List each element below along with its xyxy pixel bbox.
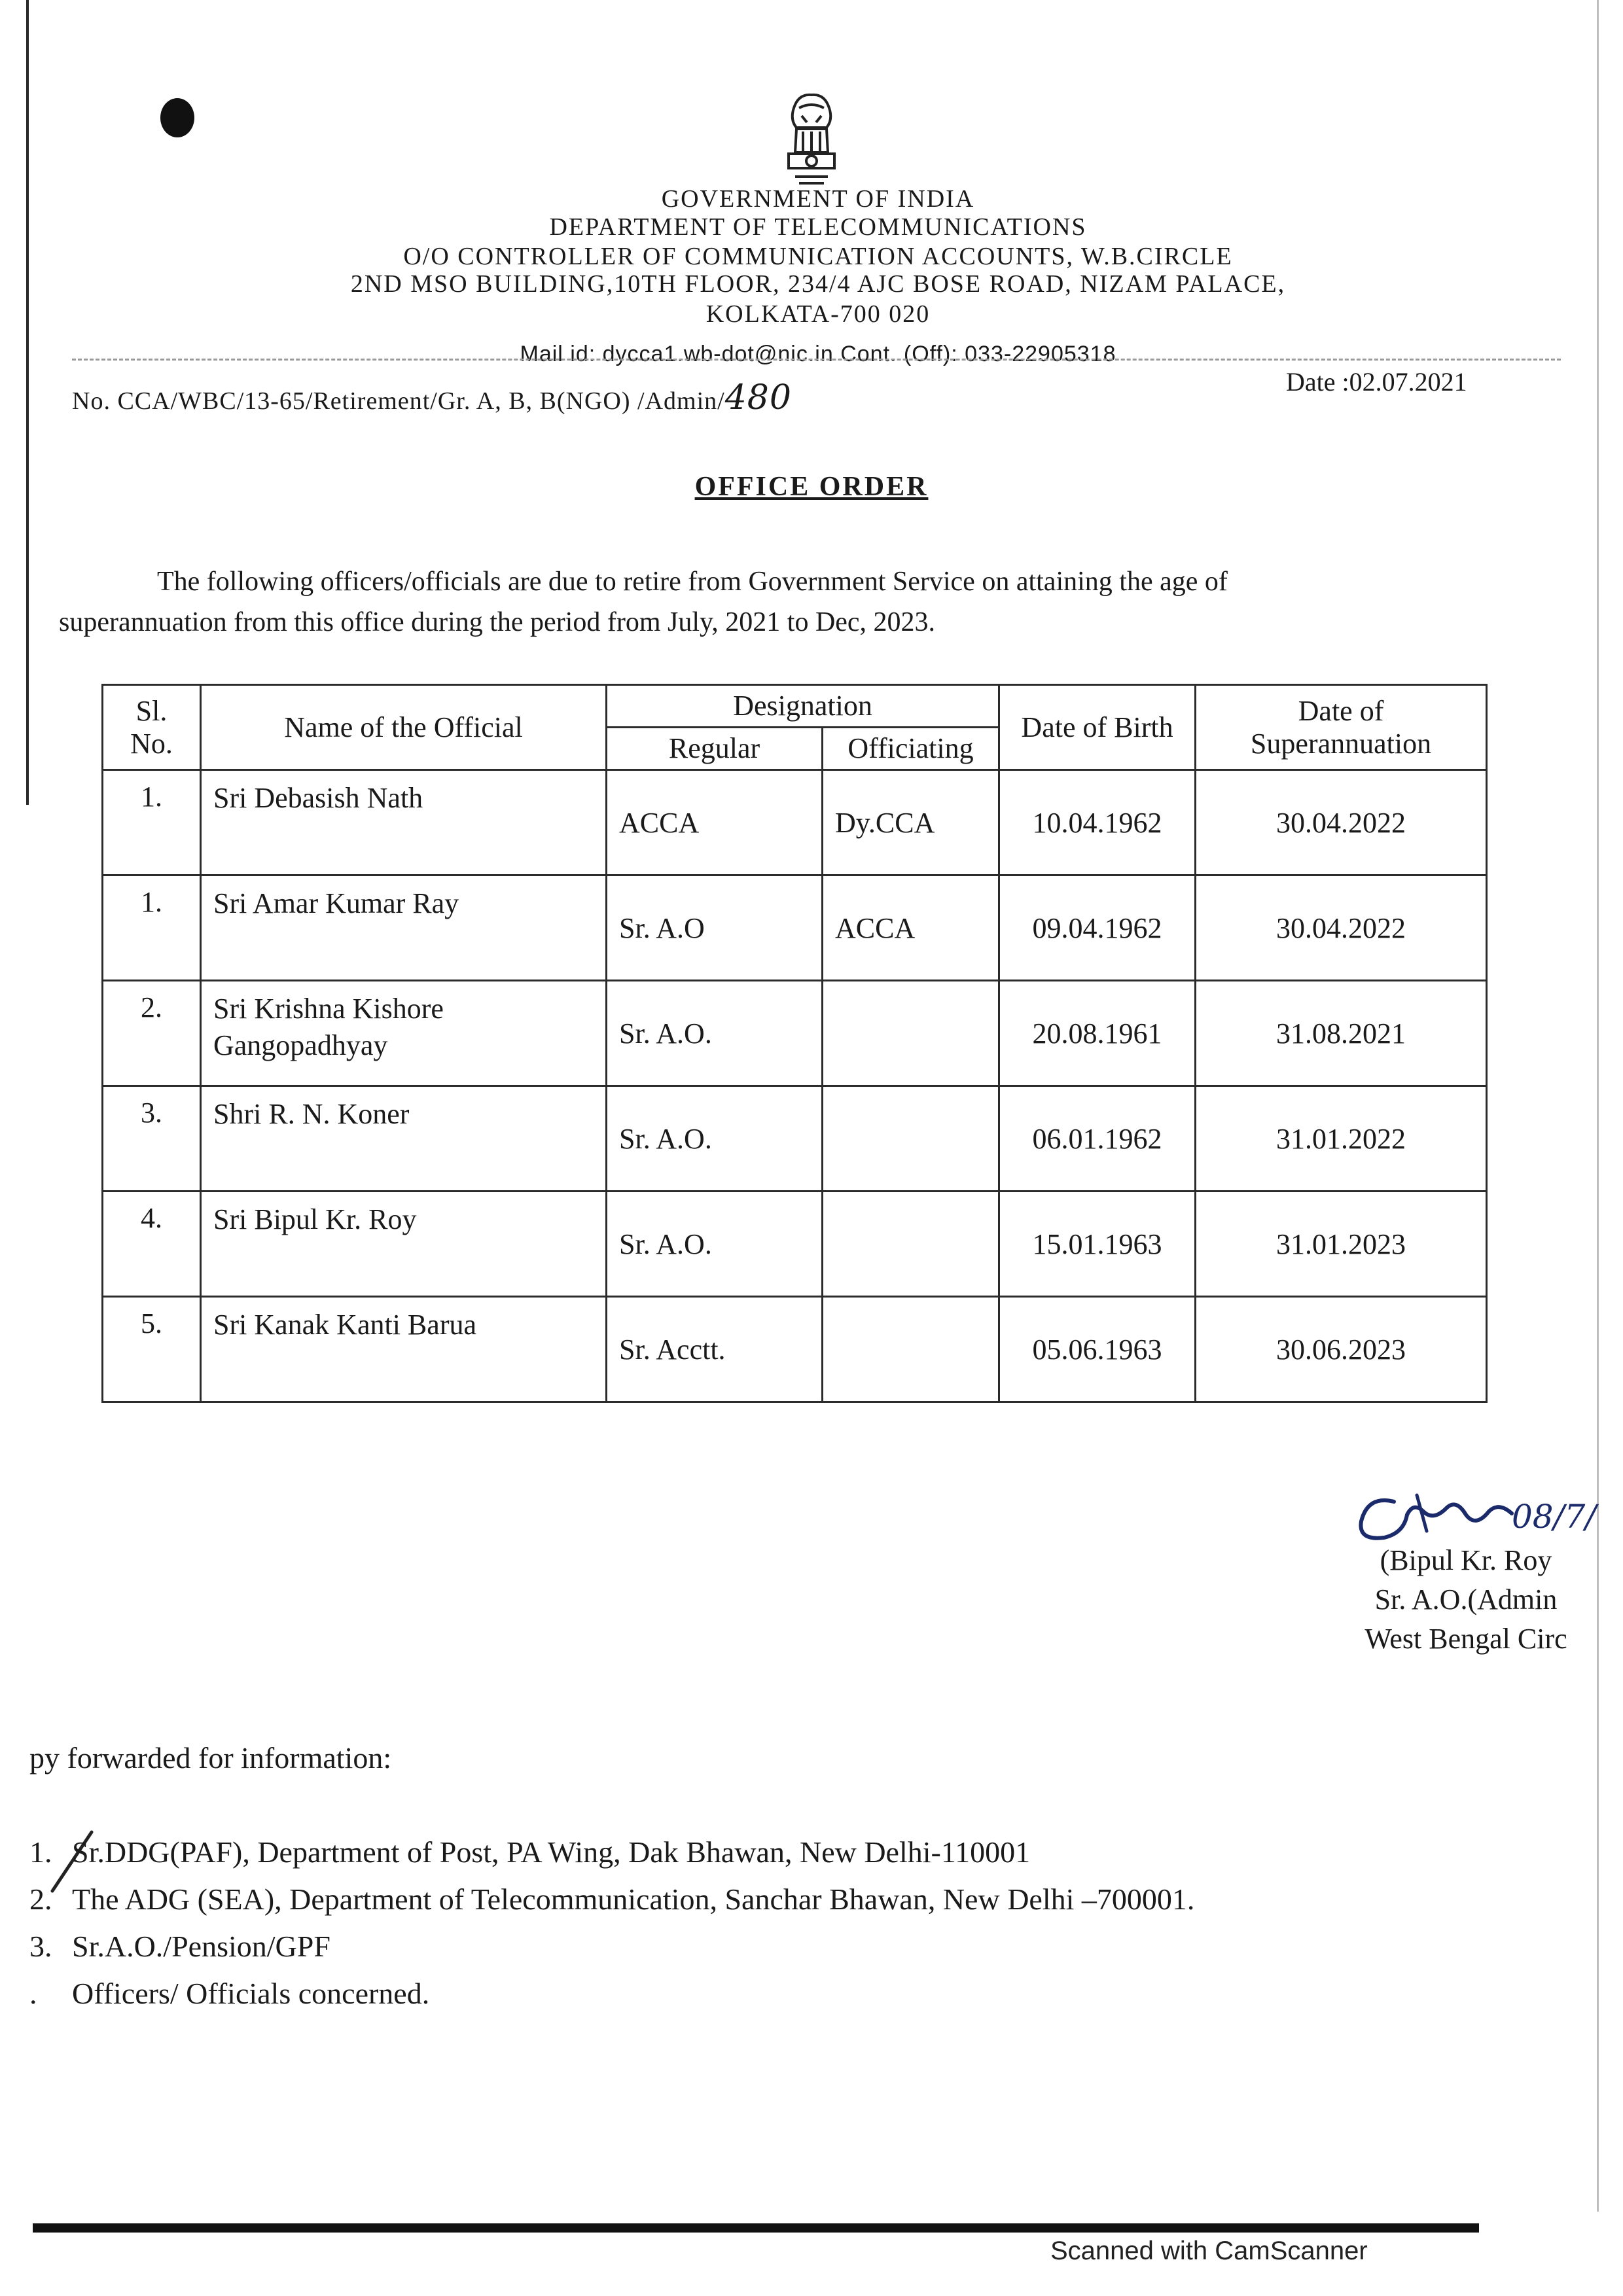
cell-dos: 31.08.2021 xyxy=(1196,981,1487,1086)
cell-name: Sri Kanak Kanti Barua xyxy=(201,1297,607,1402)
left-edge-line xyxy=(26,0,29,805)
right-edge-line xyxy=(1597,0,1599,2212)
list-item xyxy=(29,1829,1469,1876)
cell-dos: 30.04.2022 xyxy=(1196,770,1487,875)
header-separator xyxy=(72,359,1561,361)
intro-line-2: superannuation from this office during the period from July, 2021 to Dec, 2023. xyxy=(59,607,936,637)
list-item-text: The ADG (SEA), Department of Telecommunication, Sanchar Bhawan, New Delhi –700001. xyxy=(72,1882,1195,1916)
cell-regular: Sr. A.O. xyxy=(607,1192,823,1297)
cell-sl: 4. xyxy=(103,1192,201,1297)
cell-name: Shri R. N. Koner xyxy=(201,1086,607,1192)
header-dos: Date of Superannuation xyxy=(1196,685,1487,770)
reference-number xyxy=(72,378,792,417)
document-title: OFFICE ORDER xyxy=(694,472,929,502)
cell-dob: 05.06.1963 xyxy=(999,1297,1196,1402)
cell-sl: 2. xyxy=(103,981,201,1086)
copy-forwarded-heading: py forwarded for information: xyxy=(29,1741,392,1775)
copy-recipient-list xyxy=(29,1829,1469,2017)
table-row xyxy=(103,981,1487,1086)
punch-hole-mark xyxy=(160,98,194,137)
table-row xyxy=(103,770,1487,875)
cell-dos: 30.04.2022 xyxy=(1196,875,1487,981)
list-item xyxy=(29,1970,1469,2017)
cell-dos: 31.01.2022 xyxy=(1196,1086,1487,1192)
list-item-number: 1. xyxy=(29,1835,52,1869)
cell-sl: 1. xyxy=(103,875,201,981)
cell-dob: 06.01.1962 xyxy=(999,1086,1196,1192)
list-item xyxy=(29,1923,1469,1970)
header-officiating: Officiating xyxy=(823,728,999,770)
cell-sl: 1. xyxy=(103,770,201,875)
header-designation: Designation xyxy=(607,685,999,728)
cell-dob: 10.04.1962 xyxy=(999,770,1196,875)
table-row xyxy=(103,1297,1487,1402)
cell-officiating: ACCA xyxy=(823,875,999,981)
order-date: Date :02.07.2021 xyxy=(1286,367,1467,397)
header-department: DEPARTMENT OF TELECOMMUNICATIONS xyxy=(549,213,1087,241)
cell-officiating: Dy.CCA xyxy=(823,770,999,875)
cell-name: Sri Amar Kumar Ray xyxy=(201,875,607,981)
intro-paragraph xyxy=(59,561,1564,643)
list-item-number: 2. xyxy=(29,1882,52,1916)
list-item-text: Sr.DDG(PAF), Department of Post, PA Wing, Dak Bhawan, New Delhi-110001 xyxy=(72,1835,1031,1869)
header-office: O/O CONTROLLER OF COMMUNICATION ACCOUNTS, W.B.CIRCLE xyxy=(403,243,1233,270)
signature-handwritten-date: 08/7/ xyxy=(1512,1498,1597,1536)
cell-regular: Sr. A.O. xyxy=(607,981,823,1086)
cell-officiating xyxy=(823,1086,999,1192)
header-sl-no: Sl. No. xyxy=(103,685,201,770)
table-row xyxy=(103,1086,1487,1192)
signatory-name: (Bipul Kr. Roy xyxy=(1380,1544,1552,1576)
cell-sl: 3. xyxy=(103,1086,201,1192)
cell-dob: 20.08.1961 xyxy=(999,981,1196,1086)
header-govt-of-india: GOVERNMENT OF INDIA xyxy=(661,185,975,213)
cell-name: Sri Bipul Kr. Roy xyxy=(201,1192,607,1297)
table-row xyxy=(103,1192,1487,1297)
cell-name: Sri Krishna Kishore Gangopadhyay xyxy=(201,981,607,1086)
cell-officiating xyxy=(823,981,999,1086)
table-row xyxy=(103,875,1487,981)
list-item xyxy=(29,1876,1469,1923)
retirement-table xyxy=(101,684,1488,1403)
reference-number-text: No. CCA/WBC/13-65/Retirement/Gr. A, B, B(NGO) /Admin/ xyxy=(72,387,725,415)
cell-name: Sri Debasish Nath xyxy=(201,770,607,875)
signatory-designation: Sr. A.O.(Admin xyxy=(1374,1583,1558,1616)
header-city: KOLKATA-700 020 xyxy=(705,300,931,328)
list-item-number: . xyxy=(29,1977,37,2010)
signatory-office: West Bengal Circ xyxy=(1364,1623,1567,1655)
cell-dos: 31.01.2023 xyxy=(1196,1192,1487,1297)
national-emblem-icon xyxy=(769,88,854,196)
bottom-edge-line xyxy=(33,2223,1479,2233)
list-item-text: Officers/ Officials concerned. xyxy=(72,1977,430,2010)
header-name: Name of the Official xyxy=(201,685,607,770)
header-regular: Regular xyxy=(607,728,823,770)
cell-dob: 15.01.1963 xyxy=(999,1192,1196,1297)
list-item-number: 3. xyxy=(29,1930,52,1963)
header-contact: Mail id: dycca1.wb-dot@nic.in Cont. (Off): 033-22905318 xyxy=(520,342,1116,366)
cell-regular: Sr. A.O xyxy=(607,875,823,981)
scanner-watermark: Scanned with CamScanner xyxy=(1050,2236,1368,2265)
header-address: 2ND MSO BUILDING,10TH FLOOR, 234/4 AJC BOSE ROAD, NIZAM PALACE, xyxy=(350,270,1286,298)
cell-officiating xyxy=(823,1192,999,1297)
cell-dos: 30.06.2023 xyxy=(1196,1297,1487,1402)
header-dob: Date of Birth xyxy=(999,685,1196,770)
cell-regular: ACCA xyxy=(607,770,823,875)
cell-regular: Sr. A.O. xyxy=(607,1086,823,1192)
list-item-text: Sr.A.O./Pension/GPF xyxy=(72,1930,330,1963)
signature-block xyxy=(1329,1541,1603,1659)
cell-sl: 5. xyxy=(103,1297,201,1402)
cell-regular: Sr. Acctt. xyxy=(607,1297,823,1402)
cell-dob: 09.04.1962 xyxy=(999,875,1196,981)
cell-officiating xyxy=(823,1297,999,1402)
reference-handwritten-number: 480 xyxy=(724,378,792,417)
intro-line-1: The following officers/officials are due to retire from Government Service on attaining the age of xyxy=(157,567,1228,597)
